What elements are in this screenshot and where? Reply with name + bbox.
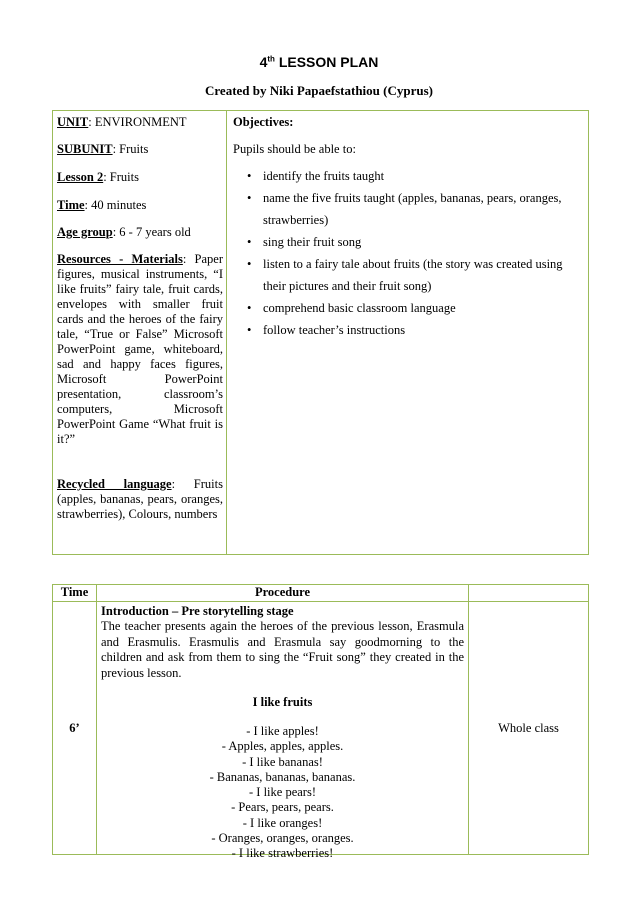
title-text: LESSON PLAN: [274, 54, 379, 70]
age-row: Age group: 6 - 7 years old: [57, 225, 191, 239]
procedure-column-header: Procedure: [97, 585, 469, 601]
time-row: Time: 40 minutes: [57, 198, 147, 212]
subunit-row: SUBUNIT: Fruits: [57, 142, 149, 156]
song-line: - Oranges, oranges, oranges.: [211, 831, 354, 846]
procedure-header-row: [53, 585, 588, 602]
grouping-column-header: [469, 585, 588, 601]
lesson-row: Lesson 2: Fruits: [57, 170, 139, 184]
procedure-content: [97, 602, 469, 861]
song-line: - I like pears!: [249, 785, 316, 800]
objective-item: • sing their fruit song: [233, 231, 582, 253]
grouping-cell: Whole class: [498, 721, 559, 735]
recycled-language-row: Recycled language: Fruits (apples, bananas, pears, oranges, strawberries), Colours, numbers: [57, 477, 223, 521]
author-line: Created by Niki Papaefstathiou (Cyprus): [205, 83, 433, 98]
lesson-details-cell: [53, 111, 227, 554]
objective-item: • identify the fruits taught: [233, 165, 582, 187]
objective-item: • follow teacher’s instructions: [233, 319, 582, 341]
song-line: - Pears, pears, pears.: [231, 800, 334, 815]
title-number: 4: [259, 54, 268, 70]
objectives-cell: [227, 111, 588, 554]
objective-item: • listen to a fairy tale about fruits (the story was created using their pictures and their fruit song): [233, 253, 582, 297]
song-line: - Bananas, bananas, bananas.: [209, 769, 356, 784]
objective-item: • comprehend basic classroom language: [233, 297, 582, 319]
stage-description: The teacher presents again the heroes of the previous lesson, Erasmula and Erasmulis. Erasmulis and Erasmula say goodmorning to the children and ask from them to sing the “Fruit song” they created in the previous lesson.: [101, 619, 464, 680]
song-line: - I like strawberries!: [231, 846, 334, 861]
song-lyrics: [101, 724, 464, 862]
time-column-header: Time: [53, 585, 97, 601]
document-title: [0, 53, 638, 71]
procedure-row: [53, 602, 588, 861]
objectives-intro: Pupils should be able to:: [233, 142, 356, 156]
objectives-list: [233, 165, 582, 341]
objective-item: • name the five fruits taught (apples, bananas, pears, oranges, strawberries): [233, 187, 582, 231]
unit-row: UNIT: ENVIRONMENT: [57, 115, 187, 129]
song-line: - I like bananas!: [242, 754, 323, 769]
procedure-table: [52, 584, 589, 861]
lesson-info-table: [52, 110, 589, 555]
stage-title: Introduction – Pre storytelling stage: [101, 604, 294, 618]
song-line: - I like oranges!: [242, 815, 323, 830]
resources-row: Resources - Materials: Paper figures, musical instruments, “I like fruits” fairy tale, fruit cards, envelopes with smaller fruit cards and the heroes of the fairy tale, “True or False” Microsoft PowerPoint game, whiteboard, sad and happy faces figures, Microsoft PowerPoint presentation, classroom’s computers, Microsoft PowerPoint Game “What fruit is it?”: [57, 252, 223, 446]
title-superscript: th: [267, 54, 275, 64]
song-line: - I like apples!: [246, 724, 319, 738]
song-line: - Apples, apples, apples.: [221, 739, 344, 754]
song-title: I like fruits: [252, 695, 313, 709]
objectives-heading: Objectives:: [233, 115, 294, 129]
row-time: 6’: [53, 602, 97, 855]
